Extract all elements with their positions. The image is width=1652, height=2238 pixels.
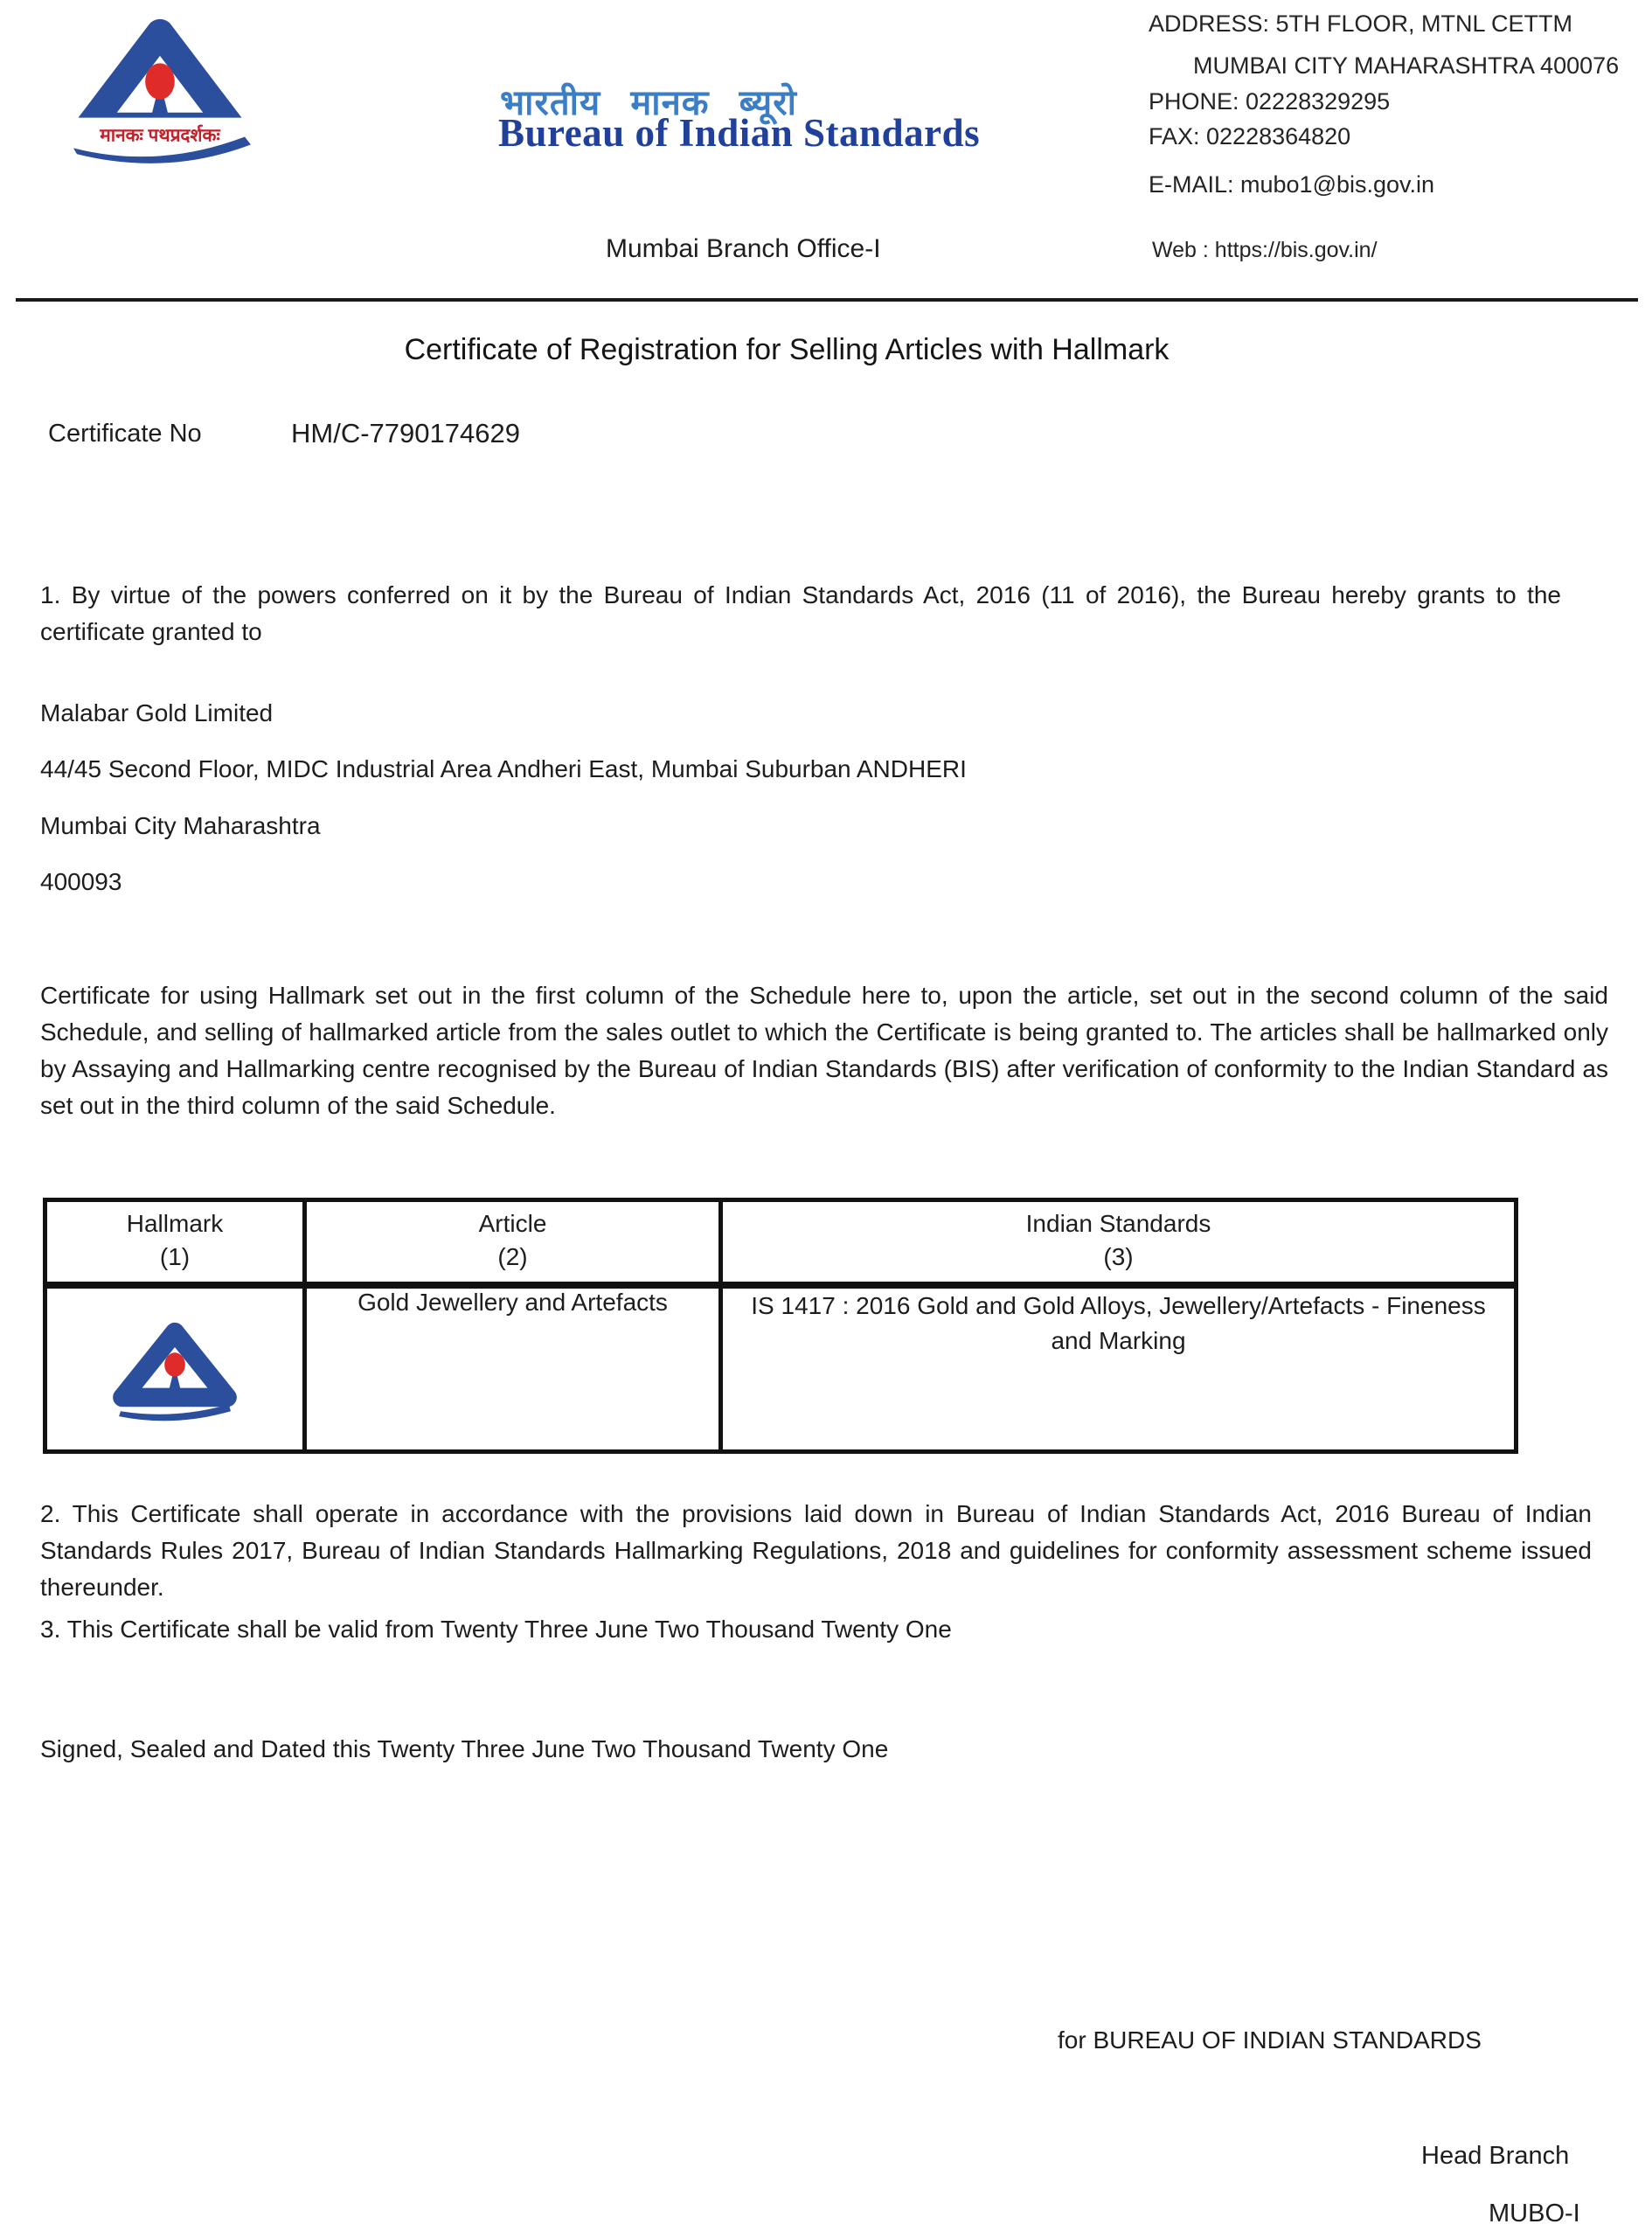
header-indian-standards-label: Indian Standards xyxy=(1025,1210,1211,1237)
signed-sealed-line: Signed, Sealed and Dated this Twenty Three June Two Thousand Twenty One xyxy=(40,1735,889,1762)
certificate-number-value: HM/C-7790174629 xyxy=(291,418,520,448)
grantee-name: Malabar Gold Limited xyxy=(40,699,274,726)
bis-motto-text: मानकः पथप्रदर्शकः xyxy=(100,125,220,146)
header-indian-standards-index: (3) xyxy=(1103,1243,1134,1270)
cell-article: Gold Jewellery and Artefacts xyxy=(305,1285,721,1452)
header-hallmark-label: Hallmark xyxy=(126,1210,224,1237)
grantee-address: 44/45 Second Floor, MIDC Industrial Area Andheri East, Mumbai Suburban ANDHERI xyxy=(40,755,967,782)
header-indian-standards xyxy=(721,1200,1517,1286)
org-name-hindi: भारतीय मानक ब्यूरो xyxy=(500,84,797,122)
branch-code: MUBO-I xyxy=(1489,2200,1580,2228)
contact-phone: PHONE: 02228329295 xyxy=(1149,88,1391,115)
cell-hallmark-mark xyxy=(45,1285,305,1452)
header-divider xyxy=(16,298,1638,302)
bis-logo xyxy=(56,5,264,179)
clause-2: 2. This Certificate shall operate in accordance with the provisions laid down in Bureau of Indian Standards Act, 2016 Bureau of Indian Standards Rules 2017, Bureau of Indian Standards Hallmarking Regulations, 2018 and guidelines for conformity assessment scheme issued thereunder. xyxy=(40,1500,1592,1601)
contact-address-line1: ADDRESS: 5TH FLOOR, MTNL CETTM xyxy=(1149,10,1573,37)
signatory-title: Head Branch xyxy=(1421,2142,1570,2170)
cell-indian-standard xyxy=(721,1285,1517,1452)
header-article xyxy=(305,1200,721,1286)
indian-standard-text: IS 1417 : 2016 Gold and Gold Alloys, Jewellery/Artefacts - Fineness and Marking xyxy=(751,1292,1486,1354)
contact-web: Web : https://bis.gov.in/ xyxy=(1152,238,1378,262)
schedule-table-header-row xyxy=(45,1200,1517,1286)
schedule-table xyxy=(43,1198,1518,1454)
org-name-english: Bureau of Indian Standards xyxy=(498,111,981,155)
header-hallmark xyxy=(45,1200,305,1286)
for-organisation-line: for BUREAU OF INDIAN STANDARDS xyxy=(1058,2026,1482,2054)
schedule-intro-paragraph: Certificate for using Hallmark set out in the first column of the Schedule here to, upon the article, set out in the second column of the said Schedule, and selling of hallmarked article from the sales outlet to which the Certificate is being granted to. The articles shall be hallmarked only by Assaying and Hallmarking centre recognised by the Bureau of Indian Standards (BIS) after verification of conformity to the Indian Standard as set out in the third column of the said Schedule. xyxy=(40,982,1608,1119)
bis-standard-mark-icon xyxy=(101,1315,248,1421)
schedule-table-row xyxy=(45,1285,1517,1452)
grantee-city: Mumbai City Maharashtra xyxy=(40,812,321,839)
grantee-pincode: 400093 xyxy=(40,868,122,895)
header-article-label: Article xyxy=(478,1210,547,1237)
certificate-title: Certificate of Registration for Selling Articles with Hallmark xyxy=(404,333,1170,366)
clause-1: 1. By virtue of the powers conferred on it by the Bureau of Indian Standards Act, 2016 (11 of 2016), the Bureau hereby grants to the certificate granted to xyxy=(40,581,1561,645)
header-article-index: (2) xyxy=(497,1243,528,1270)
bis-logo-icon xyxy=(56,5,264,175)
branch-office-name: Mumbai Branch Office-I xyxy=(606,234,881,263)
contact-fax: FAX: 02228364820 xyxy=(1149,123,1351,149)
certificate-number-label: Certificate No xyxy=(48,420,202,448)
clause-3: 3. This Certificate shall be valid from Twenty Three June Two Thousand Twenty One xyxy=(40,1616,952,1643)
contact-email: E-MAIL: mubo1@bis.gov.in xyxy=(1149,171,1435,198)
header-hallmark-index: (1) xyxy=(159,1243,191,1270)
contact-address-line2: MUMBAI CITY MAHARASHTRA 400076 xyxy=(1193,52,1620,79)
